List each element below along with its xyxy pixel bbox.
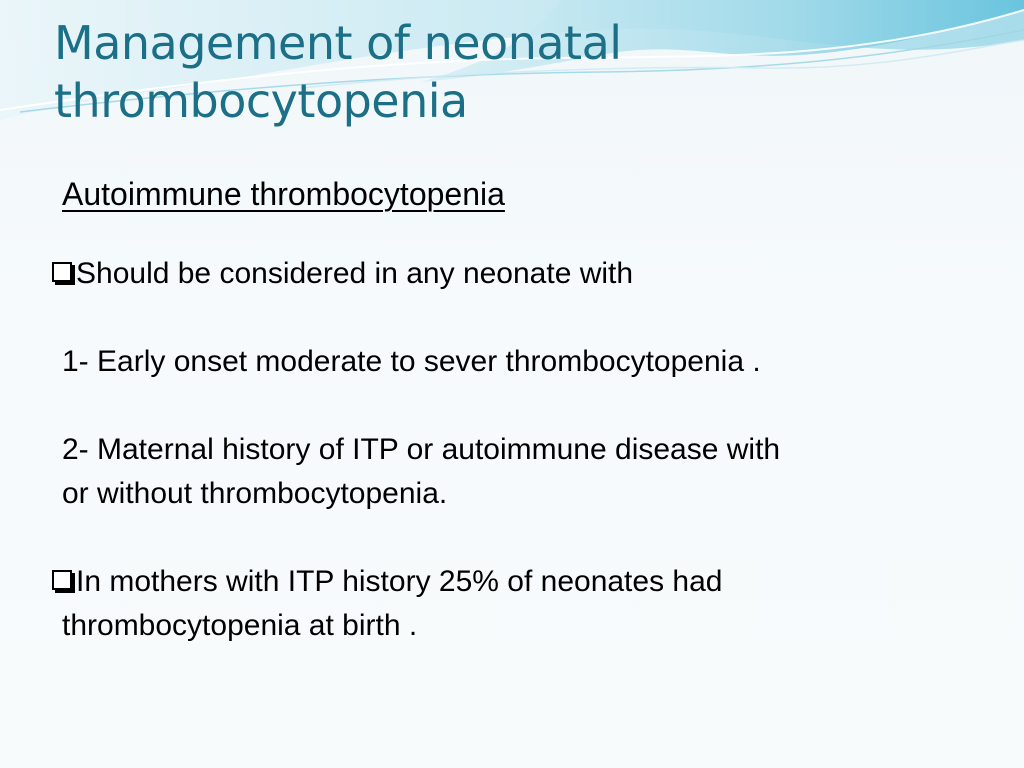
item-1-text: 1- Early onset moderate to sever thrombocytopenia . [62,345,761,378]
bullet-1-text: Should be considered in any neonate with [76,257,634,290]
bullet-2-line-2: thrombocytopenia at birth . [62,609,418,642]
numbered-item-2 [62,428,982,516]
bullet-paragraph-1 [62,252,982,296]
numbered-item-1 [62,340,982,384]
checkbox-square-icon [52,262,72,282]
item-2-line-1: 2- Maternal history of ITP or autoimmune disease with [62,433,781,466]
bullet-paragraph-2 [62,560,982,648]
subheading: Autoimmune thrombocytopenia [62,176,505,212]
slide-body [62,172,982,692]
slide-title [54,14,954,130]
slide-title-line-1: Management of neonatal [54,16,622,70]
slide-title-line-2: thrombocytopenia [54,74,468,128]
checkbox-square-icon [52,570,72,590]
item-2-line-2: or without thrombocytopenia. [62,477,448,510]
bullet-2-line-1: In mothers with ITP history 25% of neonates had [76,565,723,598]
